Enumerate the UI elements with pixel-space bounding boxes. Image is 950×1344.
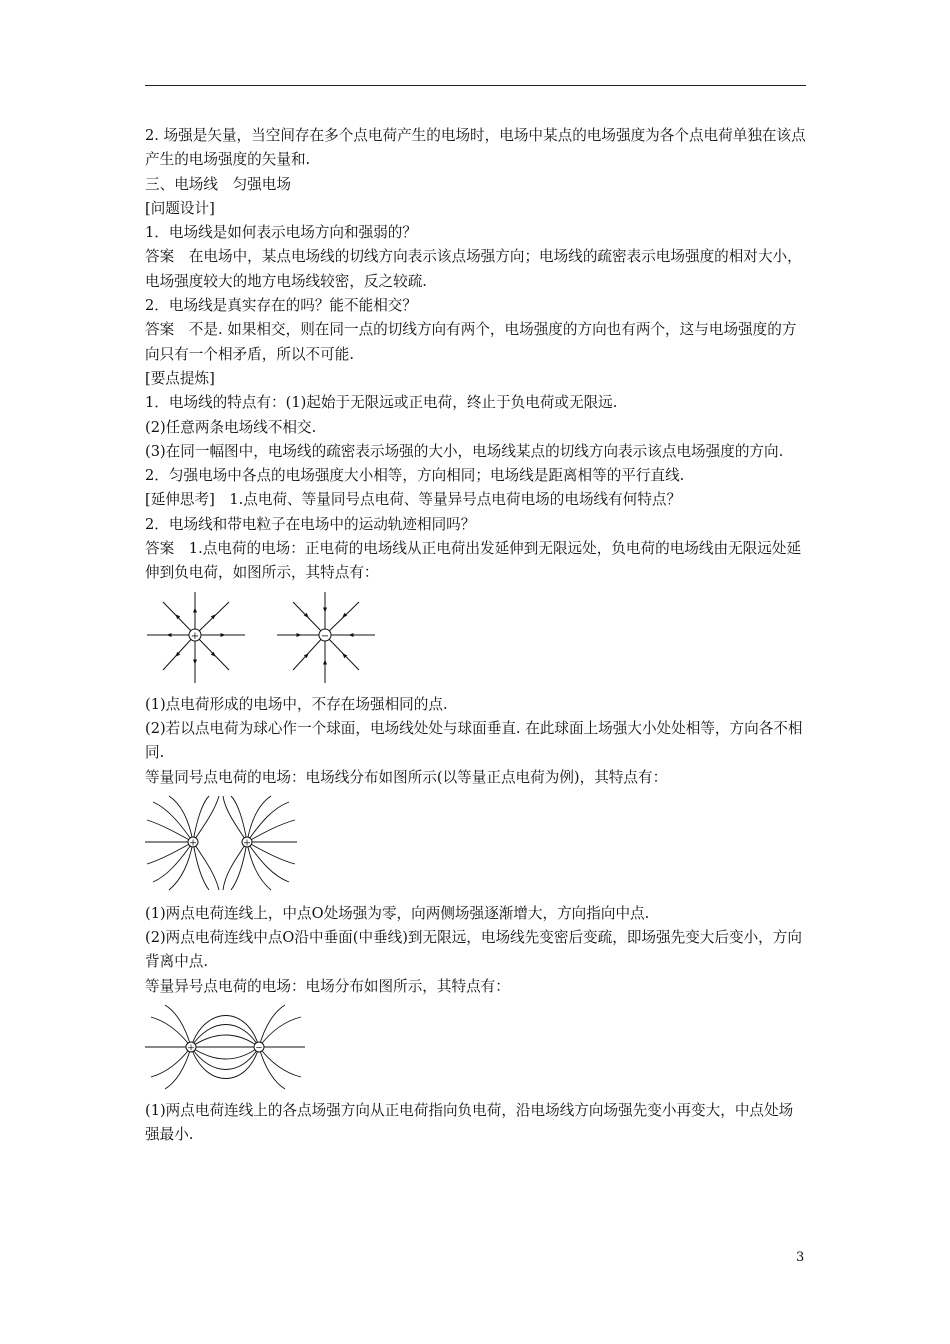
paragraph: 等量同号点电荷的电场：电场线分布如图所示(以等量正点电荷为例)，其特点有： — [145, 768, 668, 786]
point-charge-field-figure — [145, 590, 385, 685]
positive-charge-symbol: + — [190, 630, 200, 642]
page-number: 3 — [796, 1250, 805, 1265]
like-charges-lines — [145, 796, 297, 890]
paragraph: (2)若以点电荷为球心作一个球面，电场线处处与球面垂直. 在此球面上场强大小处处相等，方向各不相同. — [145, 719, 803, 762]
paragraph: 2．匀强电场中各点的电场强度大小相等，方向相同；电场线是距离相等的平行直线. — [145, 467, 685, 485]
paragraph: (1)点电荷形成的电场中，不存在场强相同的点. — [145, 695, 448, 713]
paragraph: 1．电场线的特点有：(1)起始于无限远或正电荷，终止于负电荷或无限远. — [145, 394, 618, 412]
question: 2．电场线是真实存在的吗？能不能相交？ — [145, 297, 417, 315]
paragraph: (1)两点电荷连线上的各点场强方向从正电荷指向负电荷，沿电场线方向场强先变小再变大，中点处场强最小. — [145, 1102, 794, 1144]
opposite-charges-lines — [145, 1005, 305, 1089]
header-rule — [145, 85, 806, 86]
paragraph: [延伸思考] 1.点电荷、等量同号点电荷、等量异号点电荷电场的电场线有何特点？ — [145, 491, 682, 509]
paragraph: (1)两点电荷连线上，中点O处场强为零，向两侧场强逐渐增大，方向指向中点. — [145, 904, 650, 922]
question: 1．电场线是如何表示电场方向和强弱的？ — [145, 224, 417, 242]
answer: 答案 不是. 如果相交，则在同一点的切线方向有两个，电场强度的方向也有两个，这与电场强度的方向只有一个相矛盾，所以不可能. — [145, 321, 797, 363]
positive-charge-symbol: + — [187, 1043, 195, 1054]
opposite-charges-field-figure — [145, 1003, 310, 1091]
question: 2．电场线和带电粒子在电场中的运动轨迹相同吗？ — [145, 515, 476, 533]
subheading: [问题设计] — [145, 199, 215, 217]
left-charge-symbol: + — [189, 838, 197, 849]
paragraph: 等量异号点电荷的电场：电场分布如图所示，其特点有： — [145, 977, 510, 995]
answer: 答案 1.点电荷的电场：正电荷的电场线从正电荷出发延伸到无限远处，负电荷的电场线由无限远处延伸到负电荷，如图所示，其特点有： — [145, 540, 802, 582]
answer: 答案 在电场中，某点电场线的切线方向表示该点场强方向；电场线的疏密表示电场强度的相对大小，电场强度较大的地方电场线较密，反之较疏. — [145, 248, 802, 290]
paragraph: 2. 场强是矢量，当空间存在多个点电荷产生的电场时，电场中某点的电场强度为各个点电荷单独在该点产生的电场强度的矢量和. — [145, 127, 806, 169]
paragraph: (3)在同一幅图中，电场线的疏密表示场强的大小，电场线某点的切线方向表示该点电场强度的方向. — [145, 442, 784, 460]
right-charge-symbol: + — [243, 838, 251, 849]
content-body — [145, 124, 807, 1148]
section-heading: 三、电场线 匀强电场 — [145, 175, 291, 193]
subheading: [要点提炼] — [145, 369, 215, 387]
paragraph: (2)任意两条电场线不相交. — [145, 418, 317, 436]
negative-charge-symbol: − — [255, 1043, 263, 1054]
paragraph: (2)两点电荷连线中点O沿中垂面(中垂线)到无限远，电场线先变密后变疏，即场强先变大后变小，方向背离中点. — [145, 929, 802, 971]
negative-charge-symbol: − — [320, 630, 330, 642]
like-charges-field-figure — [145, 794, 305, 894]
